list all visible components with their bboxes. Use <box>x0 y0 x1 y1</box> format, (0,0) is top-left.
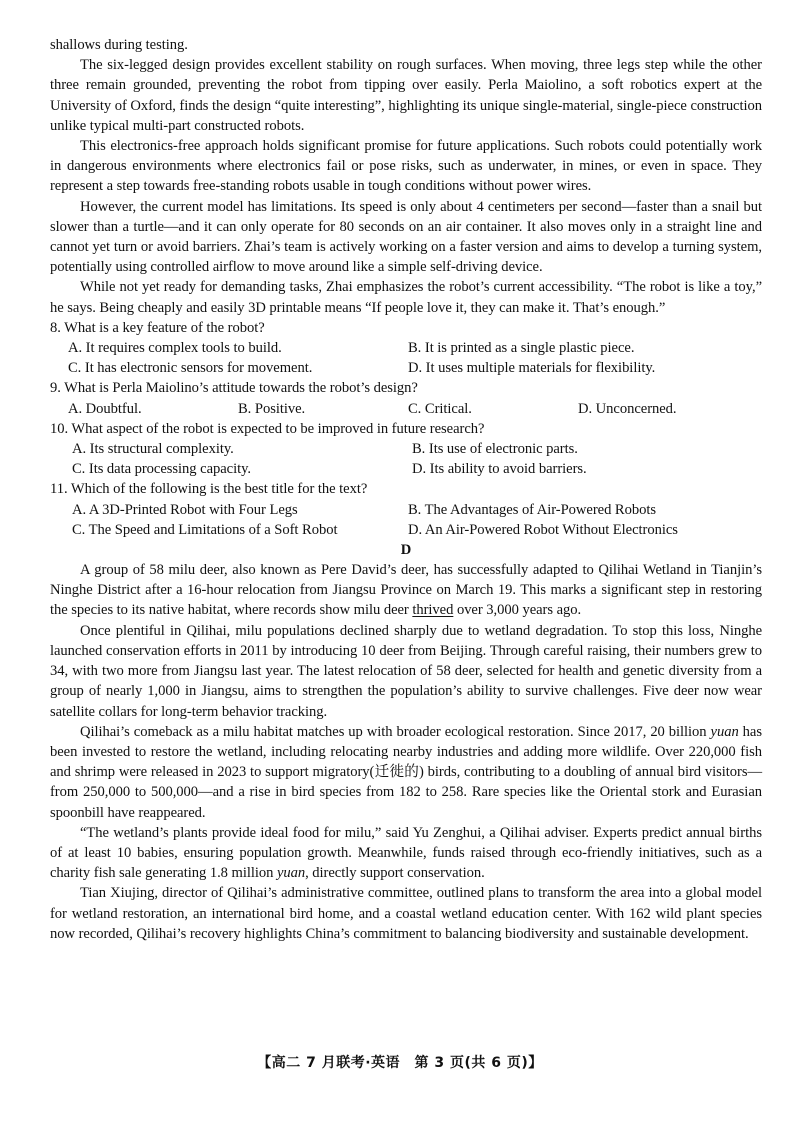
text-span: has been invested to restore the wetland, including relocating nearby industries and adding more wildlife. Over 220,000 fish and shrimp were released in 2023 to support migratory(迁徙的) birds, contributing to a doubling of annual bird visitors—from 250,000 to 500,000—and a rise in bird species from 182 to 258. Rare species like the Oriental stork and Eurasian spoonbill have reappeared. <box>50 723 762 821</box>
passage-d-paragraph <box>50 560 762 621</box>
option-c: C. Its data processing capacity. <box>72 461 252 478</box>
option-a: A. It requires complex tools to build. <box>68 340 282 357</box>
text-span: “The wetland’s plants provide ideal food for milu,” said Yu Zenghui, a Qilihai adviser. Experts predict annual births of at least 10 babies, ensuring population growth. Meanwhile, funds raised through eco-friendly initiatives, such as a charity fish sale generating 1.8 million <box>50 824 762 882</box>
passage-c-paragraph: However, the current model has limitations. Its speed is only about 4 centimeters per second—faster than a snail but slower than a turtle—and it can only operate for 80 seconds on an air container. It also moves only in a straight line and cannot yet turn or avoid barriers. Zhai’s team is actively working on a faster version and aims to develop a turning system, potentially using controlled airflow to move around like a simple self-driving device. <box>50 198 762 276</box>
underlined-word: thrived <box>412 602 454 619</box>
options-group <box>50 500 762 540</box>
question-11 <box>50 479 762 540</box>
option-c: C. The Speed and Limitations of a Soft Robot <box>72 521 338 538</box>
text-span: Qilihai’s comeback as a milu habitat matches up with broader ecological restoration. Since 2017, 20 billion <box>80 723 711 740</box>
question-stem: 8. What is a key feature of the robot? <box>50 319 265 336</box>
question-stem: 11. Which of the following is the best title for the text? <box>50 481 368 498</box>
option-d: D. It uses multiple materials for flexibility. <box>408 360 656 377</box>
section-heading-d: D <box>400 542 412 559</box>
option-d: D. An Air-Powered Robot Without Electronics <box>408 521 678 538</box>
italic-word: yuan <box>276 865 306 882</box>
options-group <box>50 439 762 479</box>
passage-c-continuation: shallows during testing. <box>50 37 188 53</box>
options-group <box>50 399 762 419</box>
options-group <box>50 338 762 378</box>
passage-c-paragraph: While not yet ready for demanding tasks, Zhai emphasizes the robot’s current accessibility. “The robot is like a toy,” he says. Being cheaply and easily 3D printable means “If people love it, they can make it. That’s enough.” <box>50 279 762 316</box>
passage-d-paragraph: Once plentiful in Qilihai, milu populations declined sharply due to wetland degradation. To stop this loss, Ninghe launched conservation efforts in 2011 by introducing 10 deer from Beijing. Through careful raising, their numbers grew to 34, with two more from Jiangsu last year. The latest relocation of 58 deer, selected for health and genetic diversity from a group of nearly 1,000 in Jiangsu, aims to strengthen the population’s ability to survive challenges. Five deer now wear satellite collars for long-term behavior tracking. <box>50 622 762 720</box>
passage-d-paragraph: Tian Xiujing, director of Qilihai’s administrative committee, outlined plans to transform the area into a global model for wetland restoration, an international bird home, and a coastal wetland education center. With 162 wild plant species now recorded, Qilihai’s recovery highlights China’s commitment to balancing biodiversity and sustainable development. <box>50 885 762 942</box>
text-span: over 3,000 years ago. <box>453 602 582 619</box>
passage-c-paragraph: This electronics-free approach holds significant promise for future applications. Such robots could potentially work in dangerous environments where electronics fail or pose risks, such as underwater, in mines, or even in space. They represent a step towards free-standing robots usable in tough conditions without power wires. <box>50 138 762 195</box>
passage-d-paragraph <box>50 823 762 884</box>
option-a: A. Its structural complexity. <box>72 441 234 458</box>
question-stem: 10. What aspect of the robot is expected to be improved in future research? <box>50 420 485 437</box>
passage-c-paragraph: The six-legged design provides excellent stability on rough surfaces. When moving, three legs step while the other three remain grounded, preventing the robot from tipping over easily. Perla Maiolino, a soft robotics expert at the University of Oxford, finds the design “quite interesting”, highlighting its unique single-material, single-piece construction unlike typical multi-part constructed robots. <box>50 57 762 134</box>
question-8 <box>50 318 762 379</box>
question-9 <box>50 378 762 418</box>
question-stem: 9. What is Perla Maiolino’s attitude towards the robot’s design? <box>50 380 418 397</box>
passage-d-paragraph <box>50 722 762 823</box>
option-a: A. A 3D-Printed Robot with Four Legs <box>72 501 298 518</box>
italic-word: yuan <box>710 723 739 740</box>
option-b: B. Its use of electronic parts. <box>412 441 578 458</box>
option-a: A. Doubtful. <box>68 400 142 417</box>
option-b: B. It is printed as a single plastic piece. <box>408 340 635 357</box>
option-b: B. The Advantages of Air-Powered Robots <box>408 501 656 518</box>
option-c: C. Critical. <box>408 400 472 417</box>
option-b: B. Positive. <box>238 400 306 417</box>
option-d: D. Its ability to avoid barriers. <box>412 461 587 478</box>
text-span: , directly support conservation. <box>305 865 485 882</box>
question-10 <box>50 419 762 480</box>
option-d: D. Unconcerned. <box>578 400 677 417</box>
page-footer: 【高二 7 月联考·英语 第 3 页(共 6 页)】 <box>257 1055 543 1071</box>
text-span: A group of 58 milu deer, also known as Pere David’s deer, has successfully adapted to Qilihai Wetland in Tianjin’s Ninghe District after a 16-hour relocation from Jiangsu Province on March 19. This marks a significant step in restoring the species to its native habitat, where records show milu deer <box>50 562 762 619</box>
exam-page <box>50 35 762 944</box>
option-c: C. It has electronic sensors for movement. <box>68 360 313 377</box>
